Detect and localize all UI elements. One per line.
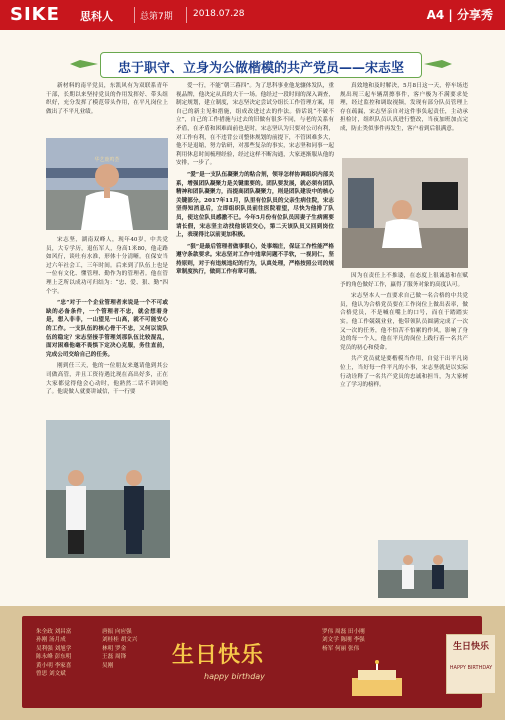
header-divider bbox=[186, 7, 187, 23]
headline-ornament-right bbox=[424, 60, 452, 68]
birthday-names-right: 罗伟 周磊 田小刚 刘文学 陈刚 李强 杨军 何丽 张伟 bbox=[322, 629, 365, 652]
header-divider bbox=[134, 7, 135, 23]
article-col1: 宋志坚，湖南双峰人，现年40岁，中共党员，大专学历，退伍军人，身高1米80，他走路如风行，谈吐有水准，形体十分清晰。在保安当过六年社会工，三年时间。后来到了队伍上也是一位有文化、懂管理、勤作为的管理者。他在管理上乏所以成功可归结为：“忠、爱、狠、勤”四个字。 “忠”对于一个企业管理者来说是一个不可或缺的必备条件，一个管理者不忠，就会想着身是，想入非非，一山望见一山高，就不可能安心的工作。一支队伍的核心骨干不忠，又何以说队伍的稳定？宋志坚接手管理刘那队伍比较混乱，面对困难他毫不畏惧下定决心克服，务往直前，完成公司交给自己的任务。 刚到任三天，他的一位朋友来邀请他到其公司做高管，并且工资待遇比现在高出好多，正在大家都觉得他会心动时，他熟然二话不讲回绝了。他说做人就要讲诚信，干一行要 bbox=[46, 237, 168, 396]
office-photo bbox=[342, 158, 468, 268]
newspaper-header bbox=[0, 0, 505, 30]
portrait-illustration bbox=[46, 138, 168, 230]
birthday-names-mid: 唐振 向应强 刘桂桂 胡文兴 林明 罗金 王磊 周锋 吴刚 bbox=[102, 629, 138, 669]
sike-logo: SIKE bbox=[10, 4, 60, 25]
duty-photo bbox=[378, 540, 468, 598]
article-col3-top: 真效地和及时解决，5月8日这一天，停车场违规出现三起车辆刮擦事件，客户极为不满要求处理，经过监控和调取视频，发现有部分队员管理上存在疏漏，宋志坚亲自对这件事负起责任，主动承担检讨，组织队员认真进行整改，当夜加班加点完成，防止类似事件再发生，客户看到后很满意。 bbox=[340, 83, 468, 132]
headline-ornament-left bbox=[70, 60, 98, 68]
issue-date: 2018.07.28 bbox=[193, 9, 245, 19]
cake-icon bbox=[322, 660, 432, 700]
issue-number: 总第7期 bbox=[140, 12, 173, 22]
brand-name: 思科人 bbox=[80, 10, 113, 23]
headline-box bbox=[100, 52, 422, 78]
article-col3: 因为在责任上不推诿，在态度上很诚恳和在赋予的角色做好工作，赢得了服务对象的高度认可。 宋志坚本人一直要求自己做一名合格的中共党员，他认为合格党员要在工作岗位上做出表率，做合格党员，不是喊在嘴上的口号，而在于踏踏实实。他工作兢兢业业，他带领队员圆满完成了一次又一次的任务，他不怕苦不怕累的作风，影响了身边的每一个人，他在平凡的岗位上践行着一名共产党员的初心和使命。 共产党员就是要楷模当作用，自觉干出平凡岗位上，当好每一件平凡的小事，宋志坚就是以实际行动诠释了一名共产党员的忠诚和担当，为大家树立了学习的榜样。 bbox=[340, 273, 468, 389]
birthday-badge: 生日快乐 HAPPY BIRTHDAY bbox=[446, 634, 496, 694]
article-title: 忠于职守、立身为公做楷模的共产党员——宋志坚 bbox=[117, 61, 404, 76]
office-illustration bbox=[342, 158, 468, 268]
patrol-photo bbox=[46, 420, 170, 558]
patrol-illustration bbox=[46, 420, 170, 558]
duty-illustration bbox=[378, 540, 468, 598]
article-intro: 新材料的南平党员，东凯风有为双联系青年干部，长期以来坚持党员的作用发挥好、带头组织好，充分发挥了模范带头作用，在平凡岗位上做出了不平凡业绩。 bbox=[46, 83, 168, 115]
birthday-title: 生日快乐 bbox=[172, 642, 265, 668]
birthday-footer bbox=[0, 606, 505, 720]
birthday-names-left: 朱全政 刘昌富 孙刚 汤月成 吴利强 刘旭学 陈永峰 彭东明 黄小明 李家喜 曾思 刘文斌 bbox=[36, 629, 72, 678]
building-sign: 华艺鹿鸣荟 bbox=[94, 157, 120, 163]
birthday-panel bbox=[22, 616, 493, 708]
portrait-photo bbox=[46, 138, 168, 230]
page-label: A4 | 分享秀 bbox=[426, 8, 493, 22]
birthday-subtitle: happy birthday bbox=[204, 672, 265, 681]
article-col2: 爱一行，不能“朝三暮四”。为了思科事业他龙骧体发队，重视品牌，他决定从真的大干一场。他经过一段时间的深入调查，制定规划，建立制度，宋志坚决定尝试分组长工作管理方案，用自己的新主见和措施，组成改进过去的作法。俗话说“不破不立”，自己的工作措施与过去的旧做有很多不同，与老的关系有矛盾，在矛盾和困难面前也是时，宋志坚认为只要对公司有利，对工作有利，在不违背公司整体规划的前提下，不管困难多大，他不是退缩，努力钻研，对那些复杂的事实，宋志坚和同事一起利用休息时间梳理经验，经过这样不断沟通，大家逐渐服从他的安排，一步了。 “爱”是一支队伍凝聚力的粘合剂，领导怎样协调组织内部关系，增强团队凝聚力是关键重要的。团队要发展，就必须有团队精神和团队凝聚力，而提高团队凝聚力，则是团队建设中的核心关键部分。2017年11月，队里有位队员的父亲生病住院，宋志坚得知消息后，立即组织队员前往医院看望，尽快为他排了队员，使这位队员感激不已。今年5月份有位队员因妻子生病需要请长假，宋志坚主动找他谈话交心，第二天该队员又回到岗位上，表现得比以前更加积极。 “狠”是最后管理者做事狠心，处事端庄，保证工作性能严格遵守条款要求。宋志坚对工作中违章问题不手软，一视同仁，坚持原则，对于有违规违纪的行为，认真处理，严格按照公司的规章制度执行，做到工作有章可循。 bbox=[176, 83, 334, 276]
